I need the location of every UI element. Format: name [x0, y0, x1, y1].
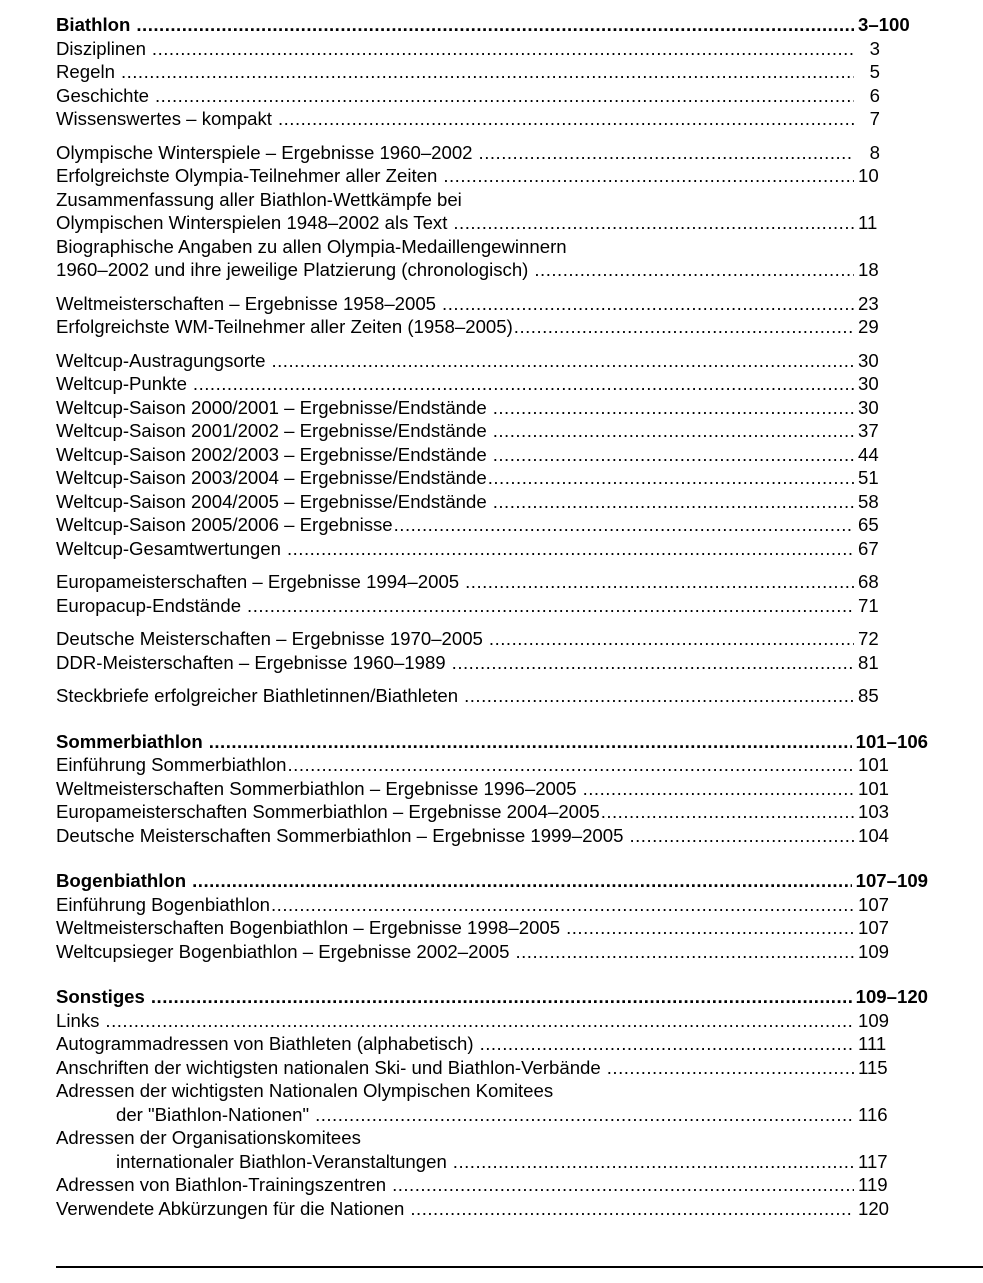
toc-entry-title: Europacup-Endstände — [56, 594, 242, 616]
toc-entry-title: der "Biathlon-Nationen" — [116, 1103, 310, 1125]
dot-leader — [288, 753, 855, 777]
dot-leader — [392, 1173, 854, 1197]
toc-entry-title: Weltcup-Saison 2001/2002 – Ergebnisse/Endstände — [56, 420, 487, 441]
dot-leader — [629, 824, 854, 848]
toc-entry-title: Einführung Sommerbiathlon — [56, 754, 287, 775]
dot-leader — [315, 1103, 854, 1127]
toc-entry — [56, 513, 928, 537]
toc-page-number: 3–100 — [858, 14, 910, 35]
toc-section-heading — [56, 730, 928, 754]
toc-entry-title: Weltcup-Gesamtwertungen — [56, 537, 281, 559]
section-gap — [56, 282, 928, 292]
toc-entry-title: Weltmeisterschaften – Ergebnisse 1958–2005 — [56, 292, 437, 314]
dot-leader — [465, 570, 854, 594]
toc-entry — [56, 594, 928, 618]
toc-entry — [56, 537, 928, 561]
toc-entry-title: Biographische Angaben zu allen Olympia-Medaillengewinnern — [56, 235, 567, 257]
dot-leader — [410, 1197, 854, 1221]
toc-entry — [56, 258, 928, 282]
toc-page-number: 103 — [858, 801, 890, 822]
toc-page-number: 29 — [858, 316, 879, 337]
toc-page-number: 111 — [858, 1033, 887, 1054]
toc-entry — [56, 1032, 928, 1056]
dot-leader — [192, 869, 851, 893]
toc-entry — [56, 107, 928, 131]
toc-entry-title: Links — [56, 1009, 100, 1031]
section-gap — [56, 131, 928, 141]
dot-leader — [394, 513, 854, 537]
toc-page-number: 30 — [858, 349, 879, 371]
toc-entry-title: Weltcup-Saison 2003/2004 – Ergebnisse/Endstände — [56, 467, 487, 488]
toc-entry-title: DDR-Meisterschaften – Ergebnisse 1960–1989 — [56, 651, 446, 673]
toc-entry-title: Olympische Winterspiele – Ergebnisse 1960–2002 — [56, 141, 473, 163]
toc-page-number: 101 — [858, 754, 890, 775]
toc-page-number: 109 — [858, 1009, 890, 1031]
toc-entry-title: Deutsche Meisterschaften Sommerbiathlon – Ergebnisse 1999–2005 — [56, 824, 624, 846]
toc-entry — [56, 60, 928, 84]
toc-page-number: 10 — [858, 165, 879, 186]
toc-entry — [56, 570, 928, 594]
dot-leader — [271, 349, 854, 373]
toc-entry-title: 1960–2002 und ihre jeweilige Platzierung (chronologisch) — [56, 259, 529, 280]
dot-leader — [493, 443, 854, 467]
toc-page-number: 23 — [858, 292, 879, 314]
toc-entry — [56, 37, 928, 61]
toc-entry-title: Steckbriefe erfolgreicher Biathletinnen/Biathleten — [56, 685, 459, 706]
dot-leader — [601, 800, 854, 824]
toc-entry — [56, 466, 928, 490]
section-gap — [56, 963, 928, 985]
section-gap — [56, 708, 928, 730]
toc-entry-title: Deutsche Meisterschaften – Ergebnisse 1970–2005 — [56, 628, 483, 649]
toc-entry-title: Bogenbiathlon — [56, 870, 187, 891]
toc-page-number: 7 — [869, 108, 880, 129]
toc-entry — [56, 443, 928, 467]
toc-section-heading — [56, 869, 928, 893]
toc-page-number: 65 — [858, 514, 879, 535]
toc-text-line — [56, 188, 928, 212]
toc-entry — [56, 211, 928, 235]
toc-entry-title: Weltcup-Saison 2002/2003 – Ergebnisse/Endstände — [56, 443, 487, 465]
dot-leader — [155, 84, 854, 108]
toc-page-number: 120 — [858, 1197, 890, 1219]
toc-page-number: 3 — [869, 37, 880, 59]
toc-page-number: 72 — [858, 628, 879, 649]
toc-entry-title: Adressen der Organisationskomitees — [56, 1127, 361, 1148]
toc-page-number: 117 — [858, 1150, 888, 1172]
toc-entry-title: Weltmeisterschaften Bogenbiathlon – Ergebnisse 1998–2005 — [56, 917, 561, 938]
toc-page-number: 104 — [858, 824, 890, 846]
toc-page-number: 58 — [858, 490, 879, 512]
toc-entry-title: Sonstiges — [56, 986, 145, 1007]
toc-page-number: 119 — [858, 1174, 888, 1195]
toc-page-number: 71 — [858, 594, 879, 616]
toc-entry — [56, 1009, 928, 1033]
dot-leader — [566, 916, 854, 940]
toc-page-number: 8 — [869, 141, 880, 163]
toc-page-number: 109–120 — [855, 986, 928, 1007]
toc-entry-title: Weltcup-Austragungsorte — [56, 349, 266, 371]
toc-page-number: 5 — [869, 61, 880, 82]
toc-page-number: 67 — [858, 537, 879, 559]
toc-page-number: 68 — [858, 571, 879, 592]
toc-entry — [56, 893, 928, 917]
toc-entry — [56, 916, 928, 940]
dot-leader — [489, 627, 854, 651]
toc-entry — [56, 349, 928, 373]
section-gap — [56, 847, 928, 869]
dot-leader — [479, 141, 854, 165]
toc-page-number: 37 — [858, 420, 879, 441]
dot-leader — [105, 1009, 854, 1033]
dot-leader — [493, 490, 854, 514]
toc-page-number: 81 — [858, 651, 879, 673]
toc-page-number: 11 — [858, 212, 878, 233]
dot-leader — [247, 594, 854, 618]
toc-entry-title: Weltcup-Saison 2000/2001 – Ergebnisse/Endstände — [56, 396, 487, 418]
dot-leader — [464, 684, 854, 708]
toc-entry — [56, 490, 928, 514]
toc-entry-title: internationaler Biathlon-Veranstaltungen — [116, 1150, 447, 1172]
section-gap — [56, 617, 928, 627]
toc-entry-title: Adressen der wichtigsten Nationalen Olympischen Komitees — [56, 1080, 554, 1101]
table-of-contents — [56, 13, 928, 1220]
toc-page-number: 85 — [858, 685, 879, 706]
dot-leader — [583, 777, 854, 801]
dot-leader — [136, 13, 854, 37]
toc-entry-title: Erfolgreichste WM-Teilnehmer aller Zeiten (1958–2005) — [56, 316, 513, 337]
dot-leader — [287, 537, 854, 561]
toc-entry-title: Sommerbiathlon — [56, 730, 203, 752]
dot-leader — [443, 164, 854, 188]
toc-entry — [56, 164, 928, 188]
toc-page-number: 30 — [858, 373, 879, 394]
toc-entry — [56, 1103, 928, 1127]
toc-page-number: 6 — [869, 84, 880, 106]
dot-leader — [151, 985, 852, 1009]
toc-page-number: 44 — [858, 443, 879, 465]
toc-entry-title: Disziplinen — [56, 37, 146, 59]
toc-entry-title: Geschichte — [56, 84, 150, 106]
toc-entry — [56, 777, 928, 801]
toc-entry — [56, 372, 928, 396]
toc-section-heading — [56, 13, 928, 37]
dot-leader — [209, 730, 852, 754]
section-gap — [56, 339, 928, 349]
toc-entry — [56, 396, 928, 420]
toc-entry — [56, 419, 928, 443]
toc-text-line — [56, 1126, 928, 1150]
toc-entry-title: Erfolgreichste Olympia-Teilnehmer aller Zeiten — [56, 165, 438, 186]
dot-leader — [278, 107, 854, 131]
dot-leader — [514, 315, 854, 339]
toc-page-number: 107 — [858, 917, 890, 938]
toc-entry — [56, 84, 928, 108]
toc-entry-title: Verwendete Abkürzungen für die Nationen — [56, 1197, 405, 1219]
toc-page-number: 101 — [858, 777, 890, 799]
dot-leader — [607, 1056, 854, 1080]
toc-entry-title: Europameisterschaften – Ergebnisse 1994–2005 — [56, 571, 460, 592]
dot-leader — [515, 940, 854, 964]
dot-leader — [534, 258, 854, 282]
toc-page-number: 116 — [858, 1103, 888, 1125]
toc-text-line — [56, 1079, 928, 1103]
toc-entry — [56, 684, 928, 708]
toc-page-number: 30 — [858, 396, 879, 418]
toc-entry-title: Zusammenfassung aller Biathlon-Wettkämpfe bei — [56, 188, 462, 210]
toc-entry — [56, 1173, 928, 1197]
toc-entry — [56, 940, 928, 964]
toc-page-number: 51 — [858, 467, 879, 488]
toc-page-number: 18 — [858, 259, 879, 280]
toc-entry — [56, 800, 928, 824]
footer-rule — [56, 1266, 983, 1268]
toc-entry-title: Weltmeisterschaften Sommerbiathlon – Ergebnisse 1996–2005 — [56, 777, 577, 799]
toc-entry — [56, 753, 928, 777]
toc-entry-title: Autogrammadressen von Biathleten (alphabetisch) — [56, 1033, 474, 1054]
toc-entry — [56, 1150, 928, 1174]
dot-leader — [488, 466, 854, 490]
section-gap — [56, 674, 928, 684]
dot-leader — [442, 292, 854, 316]
toc-entry-title: Anschriften der wichtigsten nationalen Ski- und Biathlon-Verbände — [56, 1056, 601, 1078]
toc-page-number: 101–106 — [855, 730, 928, 752]
dot-leader — [493, 396, 854, 420]
toc-entry — [56, 292, 928, 316]
toc-entry — [56, 1056, 928, 1080]
toc-entry-title: Weltcup-Saison 2005/2006 – Ergebnisse — [56, 514, 393, 535]
toc-section-heading — [56, 985, 928, 1009]
dot-leader — [121, 60, 854, 84]
dot-leader — [193, 372, 854, 396]
section-gap — [56, 560, 928, 570]
toc-page-number: 107 — [858, 893, 890, 915]
toc-entry — [56, 1197, 928, 1221]
toc-entry-title: Weltcup-Punkte — [56, 373, 187, 394]
toc-entry-title: Weltcup-Saison 2004/2005 – Ergebnisse/Endstände — [56, 490, 487, 512]
dot-leader — [493, 419, 854, 443]
toc-page-number: 109 — [858, 940, 890, 962]
toc-entry-title: Europameisterschaften Sommerbiathlon – Ergebnisse 2004–2005 — [56, 801, 600, 822]
toc-entry — [56, 824, 928, 848]
dot-leader — [453, 211, 854, 235]
toc-entry — [56, 627, 928, 651]
dot-leader — [453, 1150, 854, 1174]
toc-entry-title: Regeln — [56, 61, 115, 82]
toc-entry-title: Adressen von Biathlon-Trainingszentren — [56, 1174, 387, 1195]
dot-leader — [480, 1032, 854, 1056]
toc-entry — [56, 315, 928, 339]
toc-entry-title: Olympischen Winterspielen 1948–2002 als Text — [56, 212, 448, 233]
dot-leader — [152, 37, 854, 61]
toc-entry-title: Biathlon — [56, 14, 131, 35]
toc-page-number: 107–109 — [855, 870, 928, 891]
toc-entry-title: Weltcupsieger Bogenbiathlon – Ergebnisse 2002–2005 — [56, 940, 510, 962]
toc-entry — [56, 141, 928, 165]
toc-entry-title: Einführung Bogenbiathlon — [56, 893, 271, 915]
toc-entry — [56, 651, 928, 675]
dot-leader — [271, 893, 854, 917]
toc-entry-title: Wissenswertes – kompakt — [56, 108, 272, 129]
toc-text-line — [56, 235, 928, 259]
toc-page-number: 115 — [858, 1056, 888, 1078]
dot-leader — [452, 651, 854, 675]
